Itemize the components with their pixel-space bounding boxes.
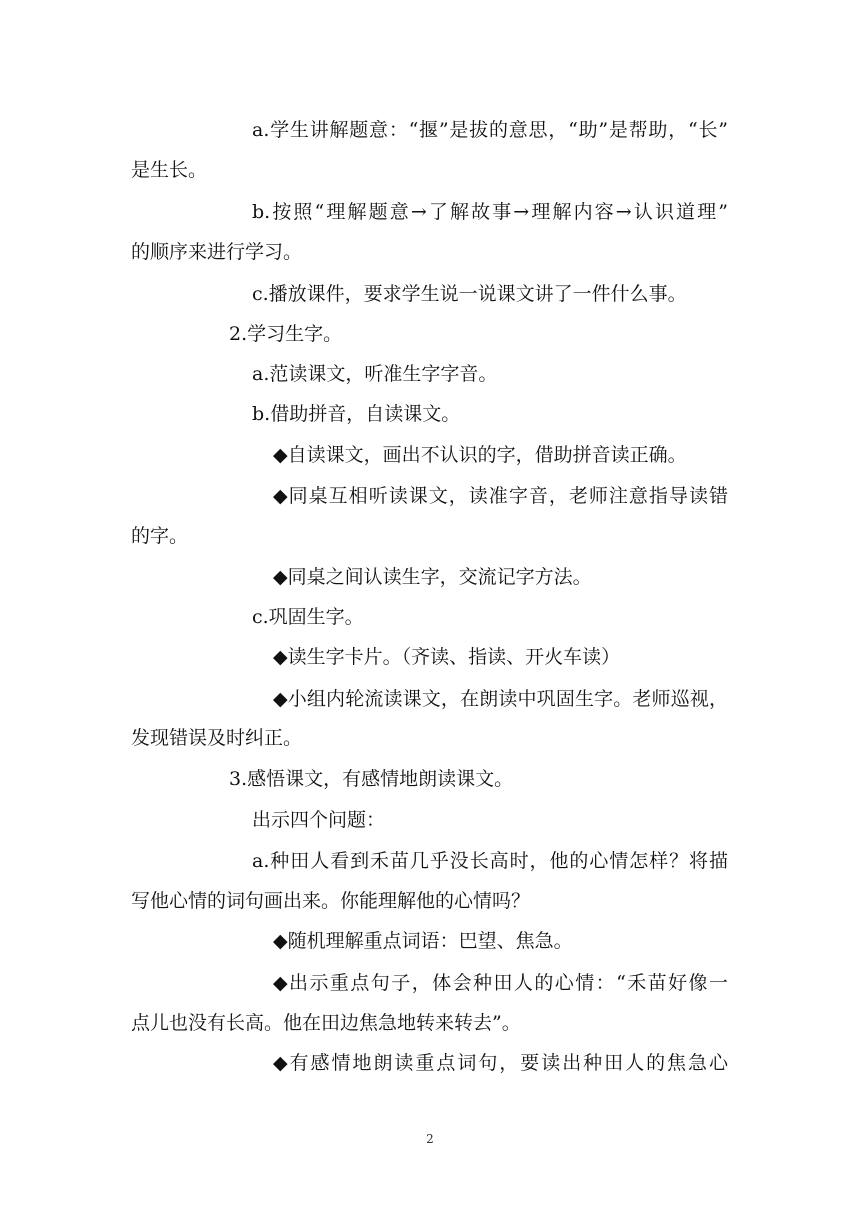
text-line: b.借助拼音，自读课文。 <box>252 403 461 425</box>
bullet-line: ◆同桌之间认读生字，交流记字方法。 <box>273 566 592 588</box>
bullet-line: ◆出示重点句子，体会种田人的心情：“禾苗好像一 <box>273 972 728 994</box>
text-line: 点儿也没有长高。他在田边焦急地转来转去”。 <box>131 1012 521 1034</box>
page-number: 2 <box>426 1132 434 1146</box>
text-line: a.学生讲解题意：“揠”是拔的意思，“助”是帮助，“长” <box>252 119 728 141</box>
text-line: c.巩固生字。 <box>252 606 364 628</box>
text-line: 写他心情的词句画出来。你能理解他的心情吗？ <box>131 890 531 912</box>
bullet-line: ◆读生字卡片。（齐读、指读、开火车读） <box>273 646 621 668</box>
bullet-line: ◆小组内轮流读课文，在朗读中巩固生字。老师巡视， <box>273 688 728 710</box>
bullet-line: ◆随机理解重点词语：巴望、焦急。 <box>273 930 573 952</box>
bullet-line: ◆自读课文，画出不认识的字，借助拼音读正确。 <box>273 444 687 466</box>
bullet-line: ◆同桌互相听读课文，读准字音，老师注意指导读错 <box>273 485 728 507</box>
text-line: 的字。 <box>131 525 189 547</box>
text-line: a.种田人看到禾苗几乎没长高时，他的心情怎样？将描 <box>252 850 728 872</box>
text-line: a.范读课文，听准生字字音。 <box>252 363 498 385</box>
text-line: 是生长。 <box>131 159 208 181</box>
text-line: b.按照“理解题意→了解故事→理解内容→认识道理” <box>252 201 728 223</box>
bullet-line: ◆有感情地朗读重点词句，要读出种田人的焦急心 <box>273 1052 728 1074</box>
text-line: 的顺序来进行学习。 <box>131 241 303 263</box>
section-heading: 2.学习生字。 <box>229 323 343 345</box>
text-line: c.播放课件，要求学生说一说课文讲了一件什么事。 <box>252 283 687 305</box>
text-line: 出示四个问题： <box>252 809 386 831</box>
section-heading: 3.感悟课文，有感情地朗读课文。 <box>229 768 514 790</box>
text-line: 发现错误及时纠正。 <box>131 727 303 749</box>
